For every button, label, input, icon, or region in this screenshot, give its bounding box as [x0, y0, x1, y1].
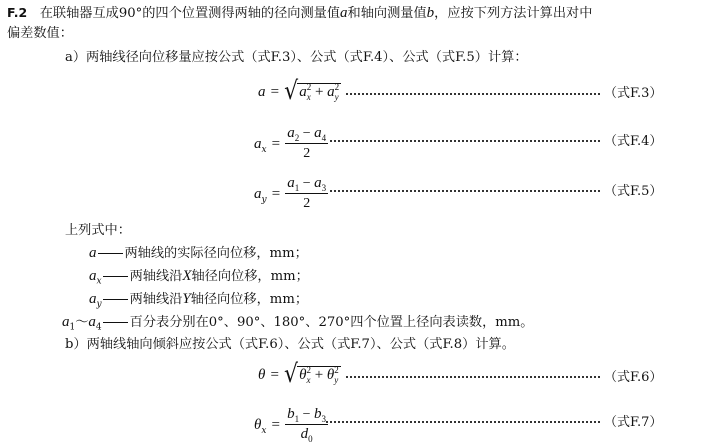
formula-number-F4: （式F.4）	[604, 134, 663, 149]
formula-lhs: a	[258, 84, 266, 100]
def-a: a 两轴线的实际径向位移，mm；	[89, 245, 308, 261]
item-b-label: b）两轴线轴向倾斜应按公式（式F.6）、公式（式F.7）、公式（式F.8）计算。	[65, 337, 515, 352]
clause-text-tail: ，应按下列方法计算出对中	[434, 6, 593, 21]
sqrt-icon: √	[284, 360, 299, 389]
equals-sign: =	[271, 417, 281, 433]
leader-dots	[330, 139, 600, 142]
equals-sign: =	[270, 367, 279, 383]
sqrt-icon: √	[284, 77, 299, 106]
where-title: 上列式中：	[65, 223, 131, 238]
leader-dots	[346, 375, 600, 378]
var-b: b	[426, 5, 435, 21]
equals-sign: =	[271, 136, 281, 152]
formula-number-F7: （式F.7）	[604, 415, 663, 430]
clause-paragraph-line2: 偏差数值：	[7, 26, 73, 41]
leader-dots	[330, 189, 600, 192]
formula-lhs: a	[254, 136, 262, 152]
fraction: $\frac{a_2 - a_4}{2}$	[287, 125, 327, 161]
clause-number: F.2	[7, 5, 28, 20]
leader-dots	[346, 92, 600, 95]
def-a1-a4: $a_1\sim a_4$ 百分表分别在0°、90°、180°、270°四个位置上径向表读数，mm。	[62, 314, 534, 333]
var-a: a	[340, 5, 348, 21]
leader-dots	[326, 420, 600, 423]
formula-lhs: θ	[258, 367, 266, 383]
equals-sign: =	[271, 186, 281, 202]
equals-sign: =	[270, 84, 280, 100]
clause-text-mid: 和轴向测量值	[347, 6, 427, 21]
clause-text: 在联轴器互成90°的四个位置测得两轴的径向测量值	[39, 6, 341, 21]
formula-F3: $a = √a_x^2 + a_y^2$	[258, 77, 340, 106]
formula-number-F6: （式F.6）	[604, 370, 663, 385]
formula-F6: $\theta = √\theta_x^2 + \theta_y^2$	[258, 360, 339, 389]
clause-paragraph	[7, 4, 592, 23]
fraction: $\frac{b_1 - b_3}{d_0}$	[287, 406, 327, 444]
formula-F7: $\theta_x$ = $\frac{b_1 - b_3}{d_0}$	[254, 406, 327, 444]
formula-F5: $a_y$ = $\frac{a_1 - a_3}{2}$	[254, 175, 327, 211]
def-ay: $a_y$ 两轴线沿Y轴径向位移，mm；	[89, 291, 309, 310]
fraction: $\frac{a_1 - a_3}{2}$	[287, 175, 327, 211]
formula-lhs: θ	[254, 417, 262, 433]
formula-number-F5: （式F.5）	[604, 184, 663, 199]
item-a-label: a）两轴线径向位移量应按公式（式F.3）、公式（式F.4）、公式（式F.5）计算：	[65, 50, 528, 65]
formula-lhs: a	[254, 186, 262, 202]
formula-number-F3: （式F.3）	[604, 86, 663, 101]
def-ax: $a_x$ 两轴线沿X轴径向位移，mm；	[89, 268, 309, 287]
formula-F4: $a_x$ = $\frac{a_2 - a_4}{2}$	[254, 125, 327, 161]
